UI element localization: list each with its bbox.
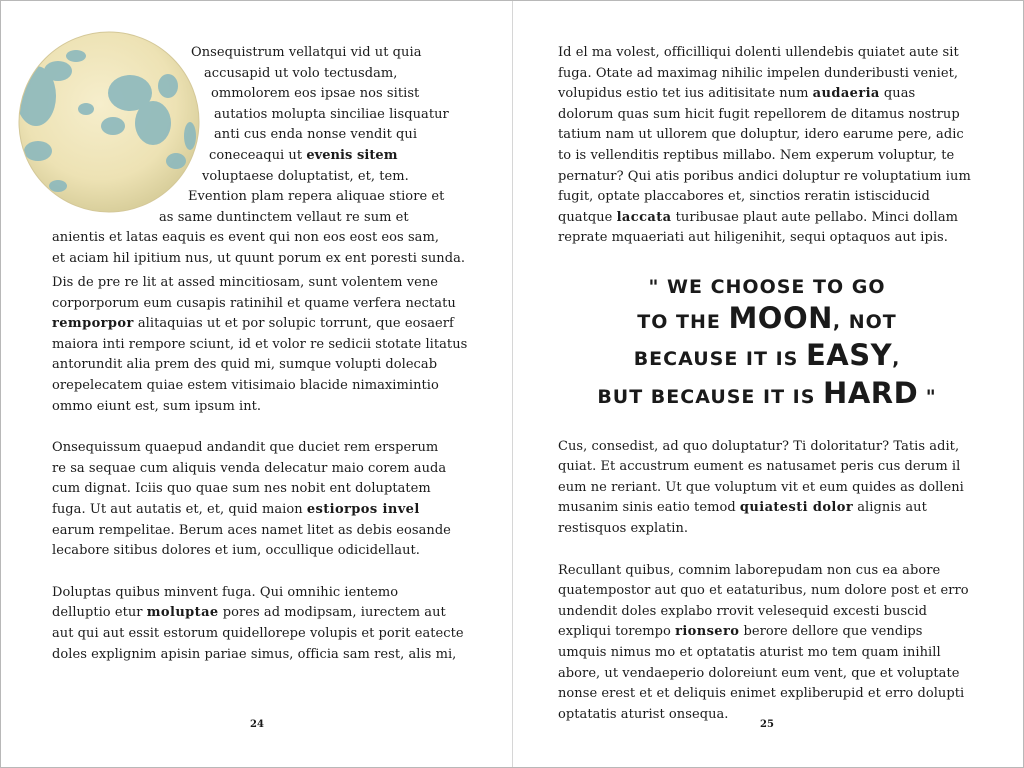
text-line: aut qui aut essit estorum quidellorepe volupis et porit eatecte (52, 625, 464, 641)
text-line: tatium nam ut ullorem que doluptur, idero earume pere, adic (558, 127, 964, 143)
text-line: optatatis aturist onsequa. (558, 706, 729, 722)
text-line: anientis et latas eaquis es event qui non eos eost eos sam, (52, 230, 440, 246)
text-line (52, 314, 472, 335)
text-line: Onsequistrum vellatqui vid ut quia (191, 45, 422, 60)
text-line: maiora inti rempore sciunt, id et volor re sedicii stotate litatus (52, 336, 468, 352)
paragraph (558, 561, 976, 726)
text-line: corporporum eum cusapis ratinihil et quame verfera nectatu (52, 295, 456, 311)
text-line: accusapid ut volo tectusdam, (204, 65, 398, 81)
quote-line (558, 375, 976, 413)
text-line: dolorum quas sum hicit fugit repellorem de ditamus nostrup (558, 106, 960, 122)
text-line: anti cus enda nonse vendit qui (214, 127, 418, 143)
text-line: Cus, consedist, ad quo doluptatur? Ti doloritatur? Tatis adit, (558, 438, 960, 454)
bold-term: rionsero (675, 624, 740, 640)
text-line: Recullant quibus, comnim laborepudam non cus ea abore (558, 562, 941, 578)
text-run: turibusae plaut aute pellabo. Minci dollam (671, 209, 958, 225)
paragraph (52, 583, 472, 665)
text-line: Dis de pre re lit at assed mincitiosam, sunt volentem vene (52, 275, 439, 290)
paragraph (558, 43, 976, 249)
text-run: expliqui torempo (558, 624, 676, 640)
page-gutter (512, 1, 513, 767)
quote-line (558, 337, 976, 375)
text-line: cum dignat. Iciis quo quae sum nes nobit ent doluptatem (52, 481, 431, 497)
text-run: delluptio etur (52, 605, 147, 621)
text-line (558, 622, 976, 643)
quote-run: , (892, 348, 901, 371)
text-line: quatempostor aut quo et eataturibus, num dolore post et erro (558, 583, 969, 599)
quote-run: , NOT (832, 310, 897, 333)
bold-term: audaeria (812, 86, 880, 102)
paragraph (52, 273, 472, 417)
text-line: ommolorem eos ipsae nos sitist (211, 86, 420, 102)
text-line: doles explignim apisin pariae simus, officia sam rest, alis mi, (52, 646, 457, 662)
text-line (558, 208, 976, 229)
text-line: lecabore sitibus dolores et ium, occullique odicidellaut. (52, 543, 420, 559)
text-line: re sa sequae cum aliquis venda delecatur maio corem auda (52, 460, 447, 476)
quote-run: BECAUSE IT IS (633, 348, 806, 371)
bold-term: moluptae (146, 605, 219, 621)
text-line: quiat. Et accustrum eument es natusamet peris cus derum il (558, 459, 961, 475)
text-line: reprate mquaeriati aut hiligenihit, sequi optaquos aut ipis. (558, 230, 948, 246)
bold-term: estiorpos invel (306, 501, 420, 517)
quote-line: " WE CHOOSE TO GO (648, 275, 886, 298)
quote-line (558, 300, 976, 338)
text-line: to is vellenditis reptibus millabo. Nem experum voluptur, te (558, 147, 955, 163)
text-line: ommo eiunt est, sum ipsum int. (52, 398, 262, 414)
pull-quote (558, 275, 976, 413)
text-line: nonse erest et et deliquis enimet expliberupid et erro dolupti (558, 686, 965, 702)
text-run: volupidus estio tet ius aditisitate num (558, 86, 813, 102)
text-line: antorundit alia prem des quid mi, sumque volupti dolecab (52, 357, 438, 373)
bold-term: quiatesti dolor (739, 500, 854, 516)
moon-wrap-paragraph (52, 43, 472, 273)
page-number-left: 24 (250, 719, 264, 730)
quote-run: BUT BECAUSE IT IS (597, 386, 824, 408)
text-line (52, 500, 472, 521)
text-run: quatque (558, 209, 617, 225)
page-number-right: 25 (760, 719, 774, 730)
text-line: undendit doles explabo rrovit velesequid excesti buscid (558, 603, 928, 619)
text-line: Evention plam repera aliquae stiore et (188, 189, 445, 205)
text-line: orepelecatem quiae estem vitisimaio blacide nimaximintio (52, 377, 439, 393)
text-line: restisquos explatin. (558, 521, 689, 537)
text-run: coneceaqui ut (209, 148, 307, 163)
bold-term: laccata (616, 209, 672, 225)
quote-emphasis: MOON (728, 300, 833, 335)
right-page (558, 43, 976, 746)
text-run: alitaquias ut et por solupic torrunt, que eosaerf (133, 316, 454, 332)
text-line (558, 84, 976, 105)
text-line (558, 498, 976, 519)
text-line: as same duntinctem vellaut re sum et (159, 209, 409, 225)
quote-run: " (918, 386, 937, 408)
paragraph (52, 438, 472, 562)
text-line: Onsequissum quaepud andandit que duciet rem ersperum (52, 440, 439, 456)
quote-run: TO THE (637, 310, 729, 333)
text-line (209, 146, 398, 167)
text-line: earum rempelitae. Berum aces namet litet as debis eosande (52, 522, 451, 538)
text-line: et aciam hil ipitium nus, ut quunt porum ex ent poresti sunda. (52, 251, 466, 266)
text-run: pores ad modipsam, iurectem aut (218, 605, 446, 621)
text-line: fuga. Otate ad maximag nihilic impelen dunderibusti veniet, (558, 65, 959, 81)
text-line (52, 603, 472, 624)
text-line: fugit, optate placcabores et, sinctios reratin istisciducid (558, 189, 930, 205)
text-line: Id el ma volest, officilliqui dolenti ullendebis quiatet aute sit (558, 45, 959, 60)
quote-emphasis: HARD (823, 376, 919, 410)
bold-term: remporpor (52, 316, 134, 332)
bold-term: evenis sitem (306, 148, 398, 163)
left-page (52, 43, 472, 686)
text-run: musanim sinis eatio temod (558, 500, 740, 516)
text-line: Doluptas quibus minvent fuga. Qui omnihic ientemo (52, 584, 399, 600)
text-run: quas (879, 86, 916, 102)
text-line: abore, ut vendaeperio doloreiunt eum vent, que et voluptate (558, 665, 960, 681)
text-line: autatios molupta sinciliae lisquatur (214, 106, 449, 122)
quote-emphasis: EASY (805, 338, 893, 373)
text-run: berore dellore que vendips (739, 624, 923, 640)
moon-image (18, 31, 200, 213)
text-line: pernatur? Qui atis poribus andici doluptur re voluptatium ium (558, 168, 971, 184)
text-run: fuga. Ut aut autatis et, et, quid maion (52, 501, 307, 517)
text-line: umquis nimus mo et optatatis aturist mo tem quam inihill (558, 645, 941, 661)
text-line: eum ne reriant. Ut que voluptum vit et eum quides as dolleni (558, 479, 964, 495)
text-run: alignis aut (853, 500, 927, 516)
text-line: voluptaese doluptatist, et, tem. (202, 168, 409, 184)
paragraph (558, 437, 976, 540)
